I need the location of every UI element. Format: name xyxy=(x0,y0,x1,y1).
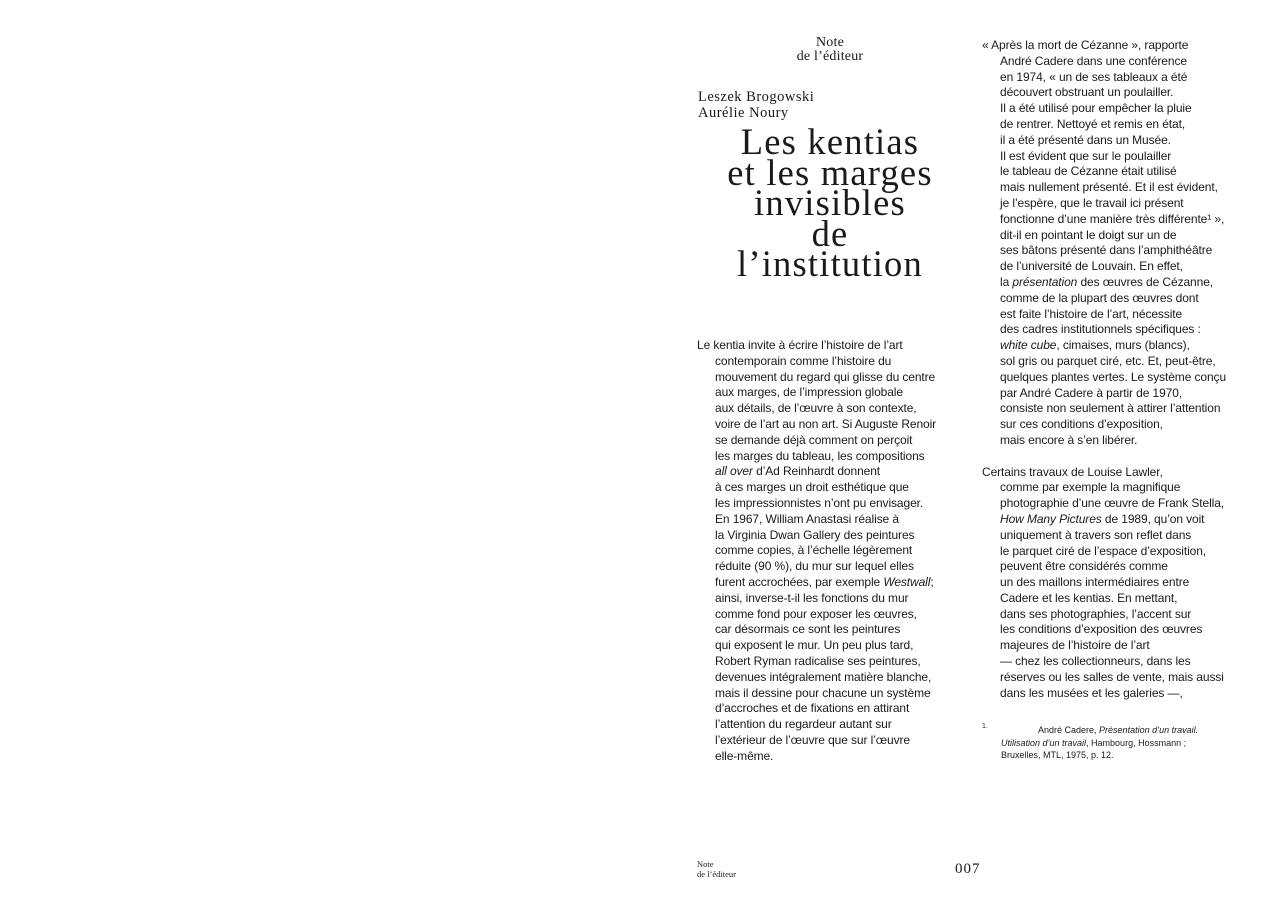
text-line: les marges du tableau, les compositions xyxy=(715,448,925,463)
text-line: le tableau de Cézanne était utilisé xyxy=(1000,164,1177,179)
text-line: en 1974, « un de ses tableaux a été xyxy=(1000,69,1188,84)
text-line: Robert Ryman radicalise ses peintures, xyxy=(715,653,921,668)
text-line: ses bâtons présenté dans l’amphithéâtre xyxy=(1000,243,1213,258)
text-line xyxy=(982,338,1267,354)
section-label-line: Note xyxy=(815,35,844,50)
text-line: elle-même. xyxy=(715,748,774,763)
text-line: Le kentia invite à écrire l’histoire de l’art xyxy=(697,338,903,352)
text-line: se demande déjà comment on perçoit xyxy=(715,432,913,447)
footnote xyxy=(982,724,1198,762)
text-line: consiste non seulement à attirer l’attention xyxy=(1000,401,1221,416)
text-line: voire de l’art au non art. Si Auguste Renoir xyxy=(715,416,937,431)
text-line: d’accroches et de fixations en attirant xyxy=(715,701,910,716)
text-line: des cadres institutionnels spécifiques : xyxy=(1000,322,1201,337)
text-line: le parquet ciré de l’espace d’exposition, xyxy=(1000,543,1207,558)
text-line: comme fond pour exposer les œuvres, xyxy=(715,606,917,621)
italic-term: How Many Pictures xyxy=(1000,511,1102,526)
text-line: dans les musées et les galeries —, xyxy=(1000,685,1183,700)
text-line: uniquement à travers son reflet dans xyxy=(1000,527,1192,542)
title-line: Les kentias xyxy=(740,121,920,162)
text-line: Cadere et les kentias. En mettant, xyxy=(1000,590,1178,605)
footnote-line: Bruxelles, MTL, 1975, p. 12. xyxy=(1001,750,1114,760)
text-line: Il est évident que sur le poulailler xyxy=(1000,148,1172,163)
text-fragment: d’Ad Reinhardt donnent xyxy=(756,464,881,479)
footnote-line xyxy=(982,724,1198,737)
text-line: je l’espère, que le travail ici présent xyxy=(1000,195,1184,210)
text-fragment: la xyxy=(1000,274,1013,289)
text-line: En 1967, William Anastasi réalise à xyxy=(715,511,899,526)
text-line: mouvement du regard qui glisse du centre xyxy=(715,369,936,384)
text-line: mais il dessine pour chacune un système xyxy=(715,685,931,700)
text-line: la Virginia Dwan Gallery des peintures xyxy=(715,527,915,542)
footer-section-label xyxy=(697,860,736,879)
section-label xyxy=(780,36,880,64)
footer-label-line: Note xyxy=(697,859,714,869)
article-title xyxy=(696,121,964,284)
text-line: sol gris ou parquet ciré, etc. Et, peut-être, xyxy=(1000,353,1216,368)
title-line: de xyxy=(811,212,849,254)
title-line: invisibles xyxy=(754,182,906,223)
italic-term: Utilisation d’un travail xyxy=(1001,737,1087,748)
footer-label-line: de l’éditeur xyxy=(697,868,736,879)
page-number: 007 xyxy=(955,861,981,877)
text-line: comme copies, à l’échelle légèrement xyxy=(715,543,913,558)
footnote-number: 1. xyxy=(982,723,988,730)
text-line: un des maillons intermédiaires entre xyxy=(1000,575,1190,590)
text-line: aux marges, de l’impression globale xyxy=(715,385,903,400)
text-line: découvert obstruant un poulailler. xyxy=(1000,85,1174,100)
right-column-text xyxy=(982,38,1267,701)
text-line: dans ses photographies, l’accent sur xyxy=(1000,606,1192,621)
text-fragment: », xyxy=(1211,211,1225,226)
text-line: les impressionnistes n’ont pu envisager. xyxy=(715,495,924,510)
text-fragment: André Cadere, xyxy=(1038,725,1100,735)
author-name: Leszek Brogowski xyxy=(698,89,815,105)
text-fragment: furent accrochées, par exemple xyxy=(715,574,884,589)
text-line: contemporain comme l’histoire du xyxy=(715,353,892,368)
italic-term: Westwall xyxy=(883,574,931,589)
text-fragment: ; xyxy=(930,574,934,589)
text-line: mais nullement présenté. Et il est évident, xyxy=(1000,180,1218,195)
text-line: de l’université de Louvain. En effet, xyxy=(1000,259,1183,274)
text-line: l’extérieur de l’œuvre que sur l’œuvre xyxy=(715,732,910,747)
text-line: ainsi, inverse-t-il les fonctions du mur xyxy=(715,590,909,605)
text-line: qui exposent le mur. Un peu plus tard, xyxy=(715,638,914,653)
paragraph-gap xyxy=(982,449,1267,465)
text-fragment: des œuvres de Cézanne, xyxy=(1077,274,1214,289)
left-column-text xyxy=(697,338,967,765)
text-line: les conditions d’exposition des œuvres xyxy=(1000,622,1203,637)
text-line: aux détails, de l’œuvre à son contexte, xyxy=(715,401,917,416)
text-line: est faite l’histoire de l’art, nécessite xyxy=(1000,306,1183,321)
text-line: par André Cadere à partir de 1970, xyxy=(1000,385,1183,400)
text-line: comme de la plupart des œuvres dont xyxy=(1000,290,1199,305)
text-line: Il a été utilisé pour empêcher la pluie xyxy=(1000,101,1192,116)
text-line: mais encore à s’en libérer. xyxy=(1000,432,1138,447)
text-line: « Après la mort de Cézanne », rapporte xyxy=(982,38,1189,52)
text-fragment: fonctionne d’une manière très différente xyxy=(1000,211,1208,226)
text-fragment: , Hambourg, Hossmann ; xyxy=(1086,737,1187,748)
text-line: André Cadere dans une conférence xyxy=(1000,53,1187,68)
author-name: Aurélie Noury xyxy=(698,105,789,121)
text-line: réduite (90 %), du mur sur lequel elles xyxy=(715,559,914,574)
text-line: — chez les collectionneurs, dans les xyxy=(1000,654,1191,669)
text-line: il a été présenté dans un Musée. xyxy=(1000,132,1171,147)
text-fragment: , cimaises, murs (blancs), xyxy=(1056,338,1190,353)
text-line: quelques plantes vertes. Le système conçu xyxy=(1000,369,1227,384)
italic-term: présentation xyxy=(1012,274,1078,289)
footnote-reference: ¹ xyxy=(1207,211,1212,226)
text-line: à ces marges un droit esthétique que xyxy=(715,480,909,495)
text-line: de rentrer. Nettoyé et remis en état, xyxy=(1000,116,1186,131)
text-line xyxy=(697,464,967,480)
text-line: car désormais ce sont les peintures xyxy=(715,622,901,637)
text-line: l’attention du regardeur autant sur xyxy=(715,717,892,732)
text-line xyxy=(982,512,1267,528)
title-line: et les marges xyxy=(727,151,933,193)
authors xyxy=(698,89,814,121)
text-line: sur ces conditions d’exposition, xyxy=(1000,417,1163,432)
text-line: réserves ou les salles de vente, mais aussi xyxy=(1000,669,1224,684)
text-line: photographie d’une œuvre de Frank Stella, xyxy=(1000,496,1225,511)
text-fragment: de 1989, qu’on voit xyxy=(1101,511,1205,526)
text-line: peuvent être considérés comme xyxy=(1000,559,1168,574)
text-line xyxy=(697,575,967,591)
title-line: l’institution xyxy=(737,243,923,284)
text-line: majeures de l’histoire de l’art xyxy=(1000,638,1150,653)
italic-term: white cube xyxy=(1000,338,1057,353)
text-line: Certains travaux de Louise Lawler, xyxy=(982,464,1163,479)
italic-term: all over xyxy=(715,464,753,479)
section-label-line: de l’éditeur xyxy=(796,49,864,64)
text-line: comme par exemple la magnifique xyxy=(1000,480,1181,495)
text-line xyxy=(982,212,1267,228)
footnote-line xyxy=(982,737,1198,750)
text-line: devenues intégralement matière blanche, xyxy=(715,669,932,684)
italic-term: Présentation d’un travail. xyxy=(1099,725,1199,735)
text-line: dit-il en pointant le doigt sur un de xyxy=(1000,227,1177,242)
text-line xyxy=(982,275,1267,291)
